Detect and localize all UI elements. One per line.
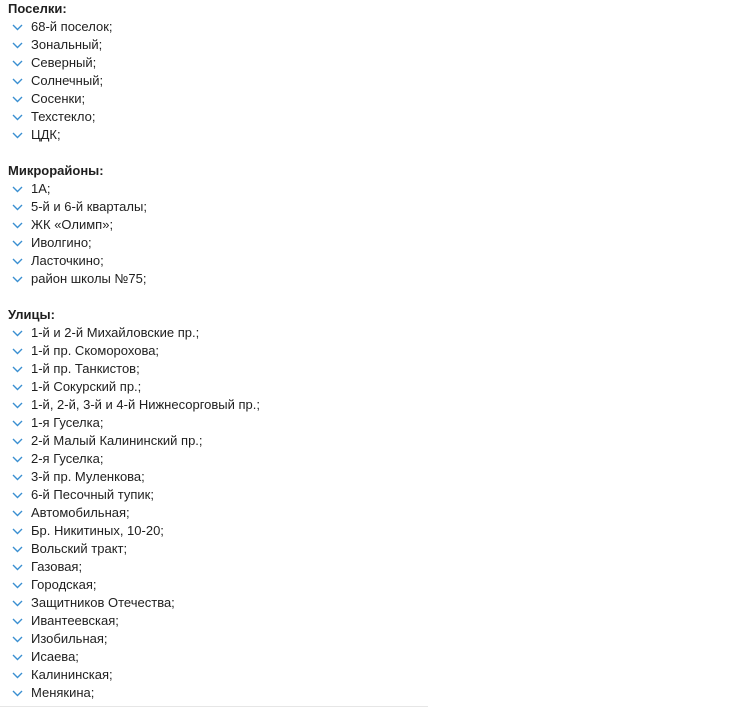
settlements-list xyxy=(8,18,735,144)
chevron-down-icon xyxy=(11,324,24,342)
list-item-label: Автомобильная; xyxy=(31,505,130,520)
chevron-down-icon xyxy=(11,18,24,36)
list-item xyxy=(8,468,735,486)
chevron-down-icon xyxy=(11,36,24,54)
chevron-down-icon xyxy=(11,558,24,576)
chevron-down-icon xyxy=(11,612,24,630)
chevron-down-icon xyxy=(11,252,24,270)
list-item xyxy=(8,504,735,522)
list-item xyxy=(8,324,735,342)
list-item-label: Ласточкино; xyxy=(31,253,104,268)
list-item xyxy=(8,666,735,684)
list-item-label: 1-й пр. Танкистов; xyxy=(31,361,140,376)
list-item-label: 68-й поселок; xyxy=(31,19,113,34)
list-item xyxy=(8,414,735,432)
list-item-label: 1-й и 2-й Михайловские пр.; xyxy=(31,325,200,340)
list-item-label: район школы №75; xyxy=(31,271,147,286)
section-microdistricts xyxy=(8,162,735,288)
list-item-label: Городская; xyxy=(31,577,97,592)
chevron-down-icon xyxy=(11,630,24,648)
list-item-label: Сосенки; xyxy=(31,91,86,106)
list-item xyxy=(8,54,735,72)
chevron-down-icon xyxy=(11,450,24,468)
list-item xyxy=(8,216,735,234)
list-item-label: 1-й, 2-й, 3-й и 4-й Нижнесорговый пр.; xyxy=(31,397,260,412)
section-streets xyxy=(8,306,735,702)
chevron-down-icon xyxy=(11,486,24,504)
chevron-down-icon xyxy=(11,216,24,234)
list-item xyxy=(8,486,735,504)
list-item-label: 1А; xyxy=(31,181,51,196)
chevron-down-icon xyxy=(11,396,24,414)
list-item xyxy=(8,540,735,558)
chevron-down-icon xyxy=(11,342,24,360)
list-item-label: Северный; xyxy=(31,55,97,70)
chevron-down-icon xyxy=(11,378,24,396)
section-settlements xyxy=(8,0,735,144)
chevron-down-icon xyxy=(11,360,24,378)
list-item xyxy=(8,252,735,270)
list-item-label: 6-й Песочный тупик; xyxy=(31,487,154,502)
bottom-divider xyxy=(0,706,428,707)
list-item-label: Газовая; xyxy=(31,559,83,574)
list-item xyxy=(8,450,735,468)
list-item-label: Вольский тракт; xyxy=(31,541,128,556)
chevron-down-icon xyxy=(11,540,24,558)
section-title: Улицы: xyxy=(8,307,55,322)
chevron-down-icon xyxy=(11,414,24,432)
chevron-down-icon xyxy=(11,108,24,126)
list-item xyxy=(8,558,735,576)
section-spacer xyxy=(0,288,735,306)
chevron-down-icon xyxy=(11,594,24,612)
list-item xyxy=(8,630,735,648)
list-item-label: 1-й Сокурский пр.; xyxy=(31,379,142,394)
list-item xyxy=(8,90,735,108)
section-title: Микрорайоны: xyxy=(8,163,104,178)
chevron-down-icon xyxy=(11,198,24,216)
list-item-label: 5-й и 6-й кварталы; xyxy=(31,199,147,214)
chevron-down-icon xyxy=(11,432,24,450)
list-item xyxy=(8,126,735,144)
chevron-down-icon xyxy=(11,90,24,108)
list-item-label: Иволгино; xyxy=(31,235,92,250)
chevron-down-icon xyxy=(11,468,24,486)
list-item xyxy=(8,234,735,252)
list-item xyxy=(8,270,735,288)
list-item-label: Бр. Никитиных, 10-20; xyxy=(31,523,164,538)
list-item-label: Ивантеевская; xyxy=(31,613,119,628)
chevron-down-icon xyxy=(11,666,24,684)
list-item-label: ЖК «Олимп»; xyxy=(31,217,114,232)
list-item xyxy=(8,378,735,396)
list-item-label: 2-я Гуселка; xyxy=(31,451,104,466)
list-item xyxy=(8,684,735,702)
list-item xyxy=(8,396,735,414)
streets-list xyxy=(8,324,735,702)
chevron-down-icon xyxy=(11,180,24,198)
list-item xyxy=(8,576,735,594)
chevron-down-icon xyxy=(11,72,24,90)
chevron-down-icon xyxy=(11,684,24,702)
list-item-label: Зональный; xyxy=(31,37,103,52)
list-item-label: 2-й Малый Калининский пр.; xyxy=(31,433,203,448)
list-item xyxy=(8,180,735,198)
list-item xyxy=(8,342,735,360)
list-item xyxy=(8,360,735,378)
list-item-label: 1-й пр. Скоморохова; xyxy=(31,343,160,358)
section-title: Поселки: xyxy=(8,1,67,16)
list-item-label: Менякина; xyxy=(31,685,95,700)
list-item xyxy=(8,108,735,126)
list-item xyxy=(8,36,735,54)
list-item-label: 1-я Гуселка; xyxy=(31,415,104,430)
chevron-down-icon xyxy=(11,648,24,666)
chevron-down-icon xyxy=(11,54,24,72)
chevron-down-icon xyxy=(11,576,24,594)
list-item-label: Изобильная; xyxy=(31,631,108,646)
list-item xyxy=(8,648,735,666)
list-item xyxy=(8,432,735,450)
chevron-down-icon xyxy=(11,234,24,252)
list-item-label: Калининская; xyxy=(31,667,113,682)
list-item-label: Защитников Отечества; xyxy=(31,595,175,610)
section-spacer xyxy=(0,144,735,162)
list-item-label: Солнечный; xyxy=(31,73,104,88)
chevron-down-icon xyxy=(11,522,24,540)
list-item xyxy=(8,72,735,90)
chevron-down-icon xyxy=(11,270,24,288)
chevron-down-icon xyxy=(11,126,24,144)
list-item xyxy=(8,522,735,540)
list-item-label: Исаева; xyxy=(31,649,79,664)
list-item xyxy=(8,198,735,216)
list-item-label: 3-й пр. Муленкова; xyxy=(31,469,145,484)
list-item xyxy=(8,18,735,36)
list-item-label: Техстекло; xyxy=(31,109,96,124)
list-item-label: ЦДК; xyxy=(31,127,61,142)
list-item xyxy=(8,594,735,612)
chevron-down-icon xyxy=(11,504,24,522)
list-item xyxy=(8,612,735,630)
microdistricts-list xyxy=(8,180,735,288)
